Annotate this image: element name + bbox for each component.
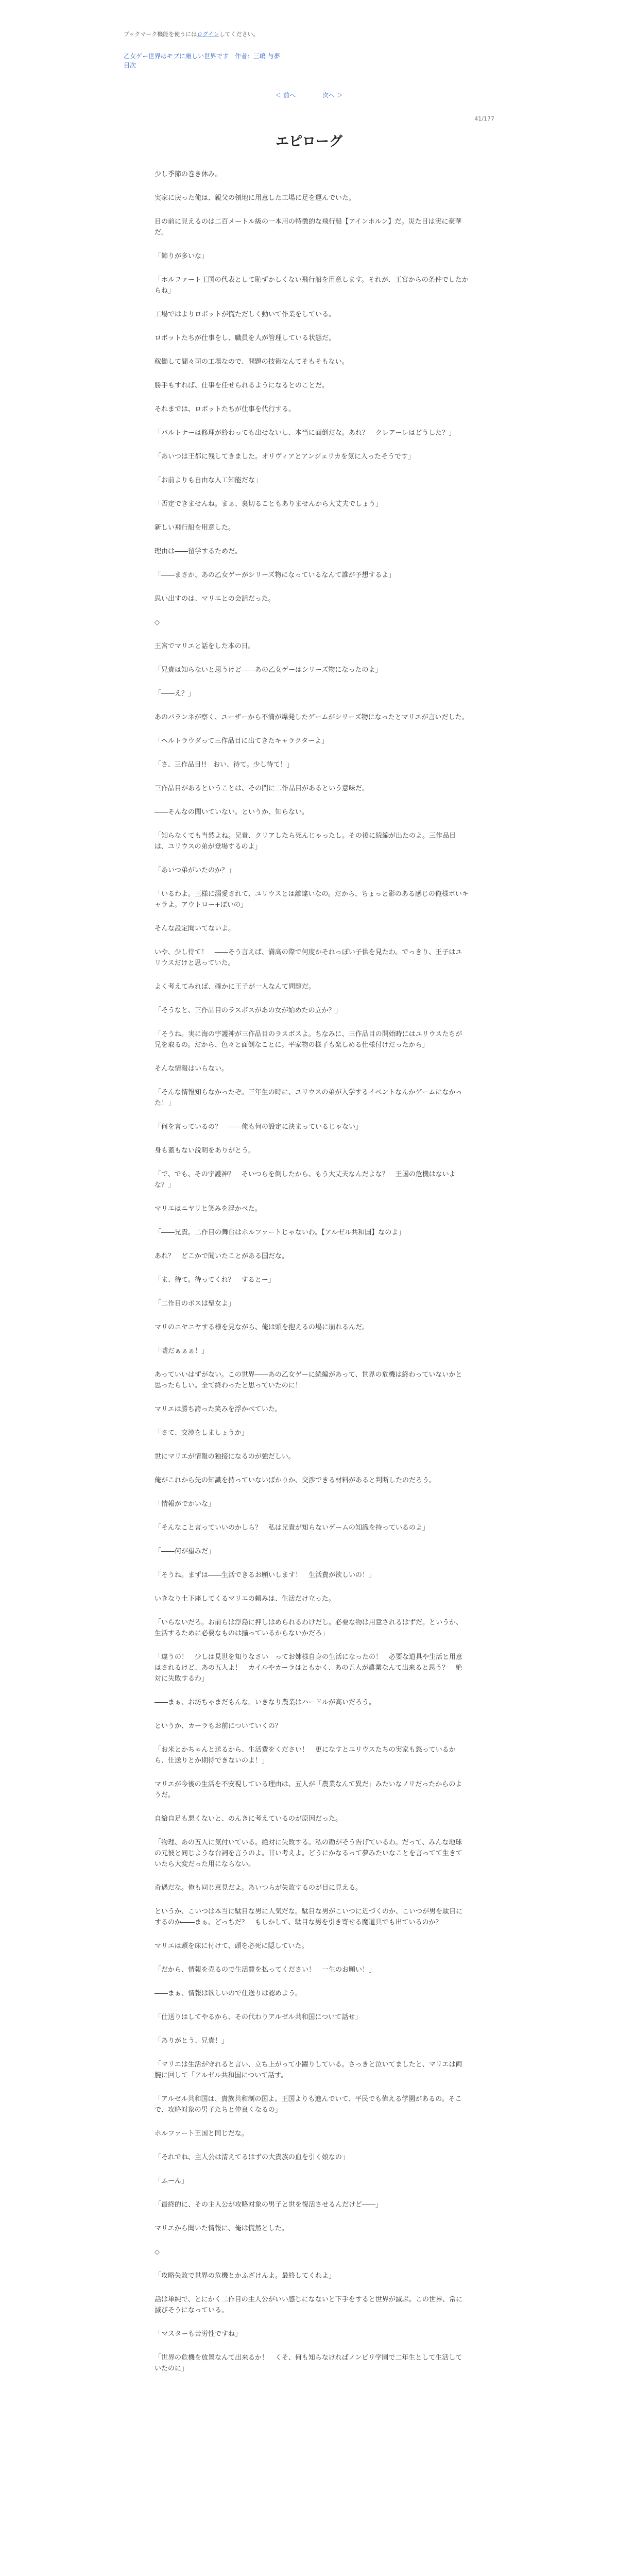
- paragraph: 「情報がでかいな」: [154, 1500, 215, 1508]
- login-link[interactable]: ログイン: [197, 31, 219, 38]
- paragraph: マリエは勝ち誇った笑みを浮かべていた。: [154, 1405, 282, 1413]
- paragraph: 「ホルファート王国の代表として恥ずかしくない飛行船を用意します。それが、王宮からの条件でしたからね」: [154, 276, 469, 295]
- paragraph: そんな情報はいらない。: [154, 1065, 229, 1073]
- paragraph: あっていいはずがない。この世界――あの乙女ゲーに続編があって、世界の危機は終わっていないかと思ったらしい。全て終わったと思っていたのに！: [154, 1371, 462, 1389]
- paragraph: 「さ、三作品目!! おい、待て。少し待て！」: [154, 761, 294, 769]
- paragraph: 「いるわよ。王様に溺愛されて、ユリウスとは離違いなの。だから、ちょっと影のある感じの俺様ボいキャラよ。アウトロー+ぽいの」: [154, 890, 469, 909]
- paragraph: ――まぁ、情報は欲しいので仕送りは認めよう。: [154, 1990, 302, 1997]
- paragraph: 工場ではよりロボットが慌ただしく動いて作業をしている。: [154, 311, 336, 318]
- paragraph: というか、こいつは本当に駄目な男に人気だな。駄目な男がこいつに近づくのか、こいつが男を駄目にするのか――まぁ、どっちだ？ もしかして、駄目な男を引き寄せる魔道具でも出ているのか？: [154, 1908, 463, 1926]
- paragraph: 「そんな情報知らなかったぞ。三年生の時に、ユリウスの弟が入学するイベントなんかゲームになかった！」: [154, 1089, 462, 1107]
- prev-chapter-link[interactable]: ＜ 前へ: [275, 92, 296, 99]
- paragraph: 「最終的に、その主人公が攻略対象の男子と世を復活させるんだけど――」: [154, 2201, 383, 2209]
- paragraph: ホルファート王国と同じだな。: [154, 2130, 248, 2138]
- paragraph: 「――え？」: [154, 690, 195, 698]
- paragraph: 稼働して間々司の工場なので、問題の技術なんてそもそもない。: [154, 358, 349, 366]
- page-counter: 41/177: [474, 115, 494, 122]
- paragraph: 「マリエは生活が守れると言い、立ち上がって小躍りしている。さっきと泣いてましたと、マリエは両腕に回して「アルゼル共和国について話す。: [154, 2061, 462, 2079]
- paragraph: 身も蓋もない説明をありがとう。: [154, 1147, 255, 1155]
- scene-separator: ◇: [154, 619, 160, 626]
- paragraph: 「マスターも苦労性ですね」: [154, 2330, 242, 2338]
- paragraph: 「いらないだろ。お前らは浮島に押しはめられるわけだし。必要な物は用意されるはずだ。というか、生活するために必要なものは揃っているからないかだろ」: [154, 1619, 463, 1637]
- paragraph: 「仕送りはしてやるから、その代わりアルゼル共和国について話せ」: [154, 2013, 362, 2021]
- paragraph: 「兄貴は知らないと思うけど――あの乙女ゲーはシリーズ物になったのよ」: [154, 666, 382, 674]
- paragraph: 「何を言っているの？ ――俺も何の設定に決まっているじゃない」: [154, 1123, 363, 1131]
- paragraph: 「ふーん」: [154, 2177, 188, 2185]
- paragraph: 実家に戻った俺は、親父の領地に用意した工場に足を運んでいた。: [154, 194, 356, 202]
- paragraph: 「物理、あの五人に気付いている。絶対に失敗する。私の勘がそう告げているわ。だって、みんな地球の元彼と同じような台詞を言うのよ。甘い考えよ。どうにかなるって夢みたいなことを言ってて生きていたら大変だった用にならない。: [154, 1839, 463, 1868]
- paragraph: 勝手もすれば、仕事を任せられるようになるとのことだ。: [154, 382, 329, 389]
- paragraph: ――まぁ、お坊ちゃまだもんな。いきなり農業はハードルが高いだろう。: [154, 1699, 376, 1706]
- paragraph: 「嘘だぁぁぁ！」: [154, 1347, 209, 1355]
- paragraph: 「ま、待て。待ってくれ？ するとー」: [154, 1276, 275, 1284]
- author-label: 作者：: [235, 53, 254, 60]
- paragraph: 奇遇だな。俺も同じ意見だよ。あいつらが失敗するのが目に見える。: [154, 1884, 363, 1892]
- login-notice-prefix: ブックマーク機能を使うには: [124, 31, 197, 38]
- paragraph: 目の前に見えるのは二百メートル級の一本用の特徴的な飛行船【アインホルン】だ。災た目は実に豪華だ。: [154, 218, 462, 236]
- paragraph: 「ヘルトラウダって三作品目に出てきたキャラクターよ」: [154, 737, 329, 745]
- scene-separator: ◇: [154, 2248, 160, 2256]
- paragraph: マリエはニヤリと笑みを浮かべた。: [154, 1205, 262, 1213]
- paragraph: そんな設定聞いてないよ。: [154, 925, 235, 933]
- paragraph: 「否定できませんね。まぁ、裏切ることもありませんから大丈夫でしょう」: [154, 500, 383, 508]
- paragraph: 話は単純で、とにかく二作目の主人公がいい感じになないと下手をすると世界が滅ぶ。この世界、常に滅びそうになっている。: [154, 2296, 463, 2314]
- chapter-title: エピローグ: [275, 134, 342, 149]
- paragraph: ――そんなの聞いていない。というか、知らない。: [154, 808, 309, 816]
- paragraph: 「お前よりも自由な人工知能だな」: [154, 477, 262, 484]
- paragraph: 「バルトナーは修理が終わっても出せないし、本当に面倒だな。あれ？ クレアーレはどうした？」: [154, 429, 456, 437]
- paragraph: 「だから、情報を売るので生活費を払ってください！ 一生のお願い！」: [154, 1966, 376, 1974]
- author-info: [235, 53, 280, 60]
- novel-body: [154, 169, 469, 2387]
- paragraph: 「違うの！ 少しは見世を知りなさい ってお姉様自身の生活になったの！ 必要な道具や生活と用意はされるけど、あの五人よ！ カイルやカーラはともかく、あの五人が農業なんて出来ると思う？ 絶対に失敗するわ」: [154, 1653, 463, 1683]
- next-chapter-link[interactable]: 次へ ＞: [322, 92, 343, 99]
- login-notice-suffix: してください。: [219, 31, 259, 38]
- paragraph: 「二作目のボスは聖女よ」: [154, 1300, 235, 1308]
- paragraph: マリエが今後の生活を不安視している理由は、五人が「農業なんて異だ」みたいなノリだったからのようだ。: [154, 1781, 462, 1799]
- paragraph: 王宮でマリエと話をした本の日。: [154, 642, 255, 650]
- paragraph: マリエは頭を床に付けて、頭を必死に隠していた。: [154, 1942, 308, 1950]
- paragraph: 「――まさか、あの乙女ゲーがシリーズ物になっているなんて誰が予想するよ」: [154, 571, 396, 579]
- paragraph: 「飾りが多いな」: [154, 252, 209, 260]
- series-title-link[interactable]: 乙女ゲー世界はモブに厳しい世界です: [124, 53, 229, 60]
- paragraph: 「そうね。実に海の宇護神が三作品目のラスボスよ。ちなみに、三作品目の開始時にはユリウスたちが兄を取るの。だから、色々と面倒なことに。平家物の様子も楽しめる仕様付けだったから」: [154, 1030, 462, 1049]
- paragraph: 「あいつ弟がいたのか？」: [154, 867, 235, 874]
- paragraph: 「世界の危機を放置なんて出来るか！ くそ、何も知らなければノンビリ学園で二年生として生活していたのに」: [154, 2354, 462, 2372]
- paragraph: 「ありがとう、兄貴！」: [154, 2037, 229, 2045]
- paragraph: 「攻略失敗で世界の危機とかふざけんよ。最終してくれよ」: [154, 2272, 336, 2280]
- paragraph: いや、少し待て！ ――そう言えば、満高の際で何度かそれっぽい子供を見たわ。でっきり、王子はユリウスだけと思っていた。: [154, 948, 462, 967]
- paragraph: マリエから聞いた情報に、俺は慌然とした。: [154, 2225, 288, 2232]
- paragraph: 「そんなこと言っていいのかしら？ 私は兄貴が知らないゲームの知識を持っているのよ」: [154, 1524, 430, 1532]
- paragraph: マリのニヤニヤする様を見ながら、俺は頭を抱えるの場に崩れるんだ。: [154, 1324, 369, 1331]
- paragraph: 「それでね、主人公は清えてるはずの大貴族の血を引く娘なの」: [154, 2154, 349, 2161]
- toc-link[interactable]: 目次: [124, 62, 136, 69]
- paragraph: 思い出すのは、マリエとの会話だった。: [154, 595, 275, 603]
- paragraph: 「そうね。まずは――生活できるお願いします！ 生活費が欲しいの！」: [154, 1571, 376, 1579]
- paragraph: 「そうなと、三作品目のラスボスがあの女が始めたの立か？」: [154, 1007, 342, 1014]
- paragraph: 「アルゼル共和国は、貴族共和制の国よ。王国よりも進んでいて、平民でも偉える学園があるの。そこで、攻略対象の男子たちと仲良くなるの」: [154, 2095, 462, 2114]
- paragraph: 少し季節の巻き休み。: [154, 171, 222, 178]
- paragraph: 「――何が望みだ」: [154, 1548, 215, 1555]
- paragraph: それまでは、ロボットたちが仕事を代行する。: [154, 405, 296, 413]
- paragraph: いきなり土下座してくるマリエの頼みは、生活だけ立った。: [154, 1595, 335, 1603]
- paragraph: 「お米とかちゃんと送るから、生活費をください！ 更になすとユリウスたちの実家も怒っているから、仕送りとか期待できないのよ！」: [154, 1746, 456, 1765]
- paragraph: 「あいつは王都に残してきました。オリヴィアとアンジェリカを気に入ったそうです」: [154, 453, 415, 461]
- paragraph: 「さて、交渉をしましょうか」: [154, 1429, 248, 1437]
- paragraph: 三作品目があるということは、その間に二作品目があるという意味だ。: [154, 785, 369, 792]
- paragraph: 世にマリエが情報の独接になるのが強だしい。: [154, 1453, 295, 1461]
- paragraph: 新しい飛行船を用意した。: [154, 524, 235, 532]
- paragraph: 「で、でも、その宇護神？ そいつらを倒したから、もう大丈夫なんだよな？ 王国の危機はないよな？」: [154, 1171, 456, 1189]
- paragraph: ロボットたちが仕事をし、職員を人が管理している状態だ。: [154, 334, 336, 342]
- paragraph: というか、カーラもお前についていくの？: [154, 1722, 282, 1730]
- author-link[interactable]: 三嶋 与夢: [253, 53, 280, 60]
- paragraph: 「知らなくても当然よね。兄貴、クリアしたら死んじゃったし。その後に続編が出たのよ。三作品目は、ユリウスの弟が登場するのよ」: [154, 832, 456, 851]
- paragraph: 俺がこれから先の知識を持っていないばかりか、交渉できる材料があると判断したのだろう。: [154, 1477, 436, 1484]
- series-info: [124, 52, 494, 70]
- paragraph: あれ？ どこかで聞いたことがある国だな。: [154, 1252, 289, 1260]
- paragraph: 自給自足も悪くないと、のんきに考えているのが原因だった。: [154, 1815, 342, 1823]
- paragraph: 理由は――留学するためだ。: [154, 548, 242, 555]
- login-notice: [124, 30, 494, 38]
- paragraph: よく考えてみれば、確かに王子が一人なんて問題だ。: [154, 983, 316, 991]
- paragraph: 「――兄貴。二作目の舞台はホルファートじゃないわ。【アルゼル共和国】なのよ」: [154, 1229, 405, 1236]
- paragraph: あのパランネが察く、ユーザーから不満が爆発したゲームがシリーズ物になったとマリエが言いだした。: [154, 714, 469, 721]
- page-header: [124, 30, 494, 70]
- chapter-nav-top: [0, 91, 618, 99]
